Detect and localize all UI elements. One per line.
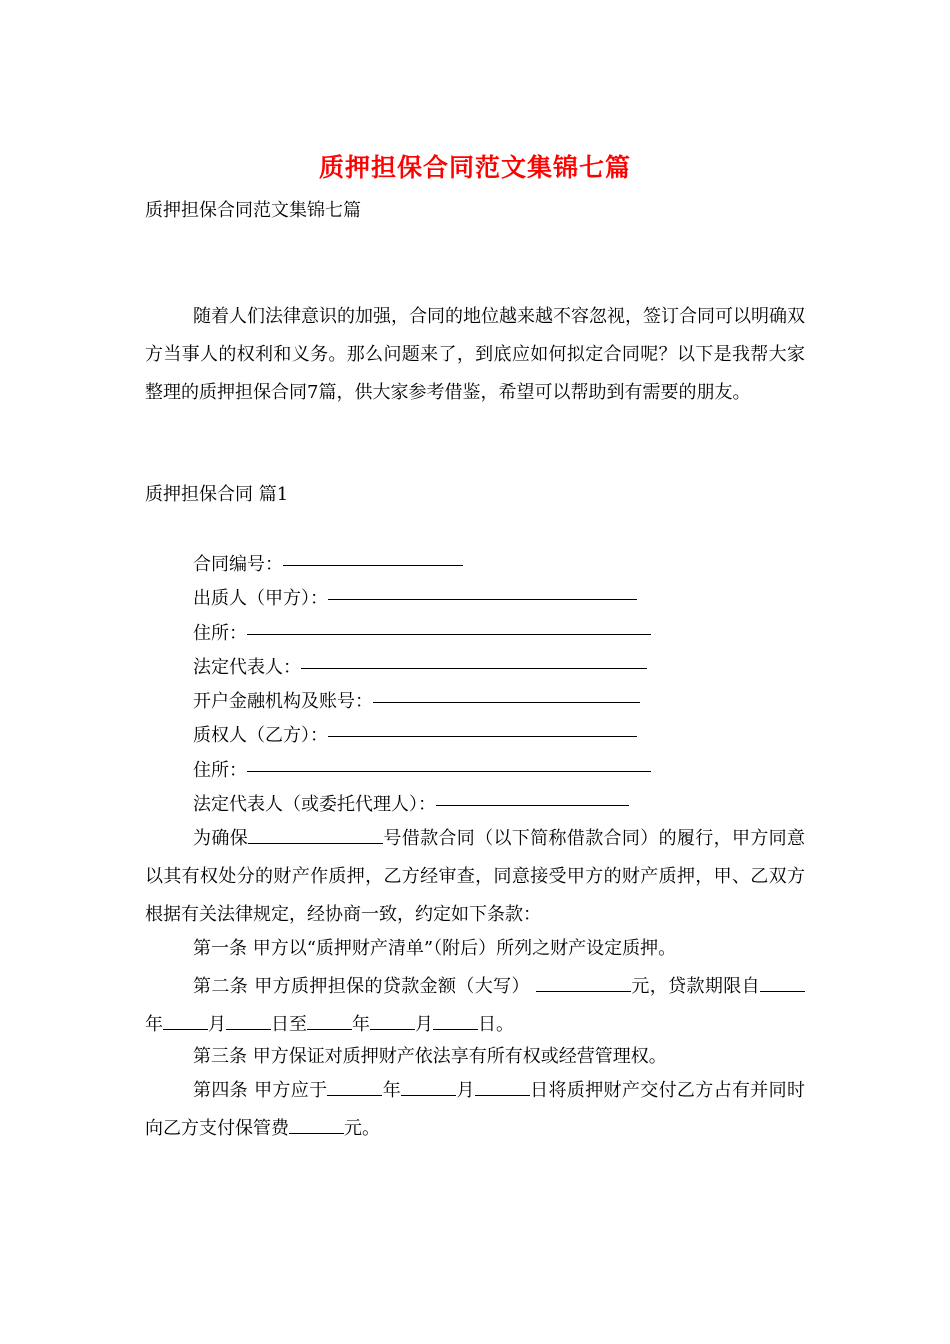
article-4 [145, 1072, 805, 1148]
fill-blank[interactable] [373, 701, 640, 703]
fill-blank[interactable] [226, 1011, 271, 1030]
field-label: 合同编号： [193, 554, 283, 575]
fill-blank[interactable] [401, 1077, 456, 1096]
fill-blank[interactable] [327, 1077, 382, 1096]
fill-blank[interactable] [283, 564, 463, 566]
field-pledgee [193, 719, 653, 753]
fill-blank[interactable] [289, 1115, 344, 1134]
document-subtitle: 质押担保合同范文集锦七篇 [145, 200, 361, 221]
field-contract-number [193, 548, 653, 582]
field-label: 住所： [193, 759, 247, 781]
field-pledgee-representative [193, 788, 653, 822]
para-text: 元。 [344, 1118, 380, 1139]
fill-blank[interactable] [328, 735, 637, 737]
contract-fields [193, 548, 653, 822]
fill-blank[interactable] [760, 973, 805, 992]
fill-blank[interactable] [536, 973, 631, 992]
fill-blank[interactable] [163, 1011, 208, 1030]
article-1: 第一条 甲方以“质押财产清单”（附后）所列之财产设定质押。 [193, 938, 677, 959]
article-3: 第三条 甲方保证对质押财产依法享有所有权或经营管理权。 [193, 1046, 667, 1067]
para-text: 日至 [271, 1014, 307, 1035]
agreement-paragraph [145, 820, 805, 934]
para-text: 月 [208, 1014, 226, 1035]
fill-blank[interactable] [301, 667, 647, 669]
section-heading-1: 质押担保合同 篇1 [145, 484, 289, 505]
fill-blank[interactable] [436, 804, 629, 806]
field-label: 开户金融机构及账号： [193, 691, 373, 713]
field-pledgor-address [193, 617, 653, 651]
fill-blank[interactable] [307, 1011, 352, 1030]
fill-blank[interactable] [328, 598, 637, 600]
fill-blank[interactable] [433, 1011, 478, 1030]
field-label: 法定代表人： [193, 656, 301, 678]
para-text: 为确保 [193, 828, 249, 849]
field-pledgor [193, 582, 653, 616]
intro-paragraph: 随着人们法律意识的加强，合同的地位越来越不容忽视，签订合同可以明确双方当事人的权利和义务。那么问题来了，到底应如何拟定合同呢？以下是我帮大家整理的质押担保合同7篇，供大家参考借鉴，希望可以帮助到有需要的朋友。 [145, 306, 805, 403]
para-text: 元，贷款期限自 [630, 976, 760, 997]
para-text: 月 [415, 1014, 433, 1035]
para-text: 号借款合同（以下简称借款合同）的履行，甲方同意以其有权处分的财产作质押，乙方经审查，同意接受甲方的财产质押，甲、乙双方根据有关法律规定，经协商一致，约定如下条款： [145, 828, 806, 925]
para-text: 月 [456, 1080, 475, 1101]
field-bank-account [193, 685, 653, 719]
article-2 [145, 968, 805, 1044]
field-pledgee-address [193, 754, 653, 788]
field-label: 出质人（甲方）： [193, 588, 328, 610]
field-label: 质权人（乙方）： [193, 725, 328, 747]
para-text: 年 [352, 1014, 370, 1035]
field-legal-representative [193, 651, 653, 685]
para-text: 年 [145, 1014, 163, 1035]
para-text: 日。 [478, 1014, 514, 1035]
field-label: 法定代表人（或委托代理人）： [193, 794, 436, 816]
fill-blank[interactable] [248, 825, 383, 844]
fill-blank[interactable] [475, 1077, 530, 1096]
para-text: 第二条 甲方质押担保的贷款金额（大写） [193, 976, 536, 997]
para-text: 年 [382, 1080, 402, 1101]
fill-blank[interactable] [247, 633, 651, 635]
fill-blank[interactable] [247, 770, 651, 772]
document-title: 质押担保合同范文集锦七篇 [318, 153, 631, 182]
para-text: 第四条 甲方应于 [193, 1080, 328, 1101]
fill-blank[interactable] [370, 1011, 415, 1030]
field-label: 住所： [193, 622, 247, 644]
para-text: 日将质押财产交付乙方占有并同时向乙方支付保管费 [145, 1080, 805, 1139]
